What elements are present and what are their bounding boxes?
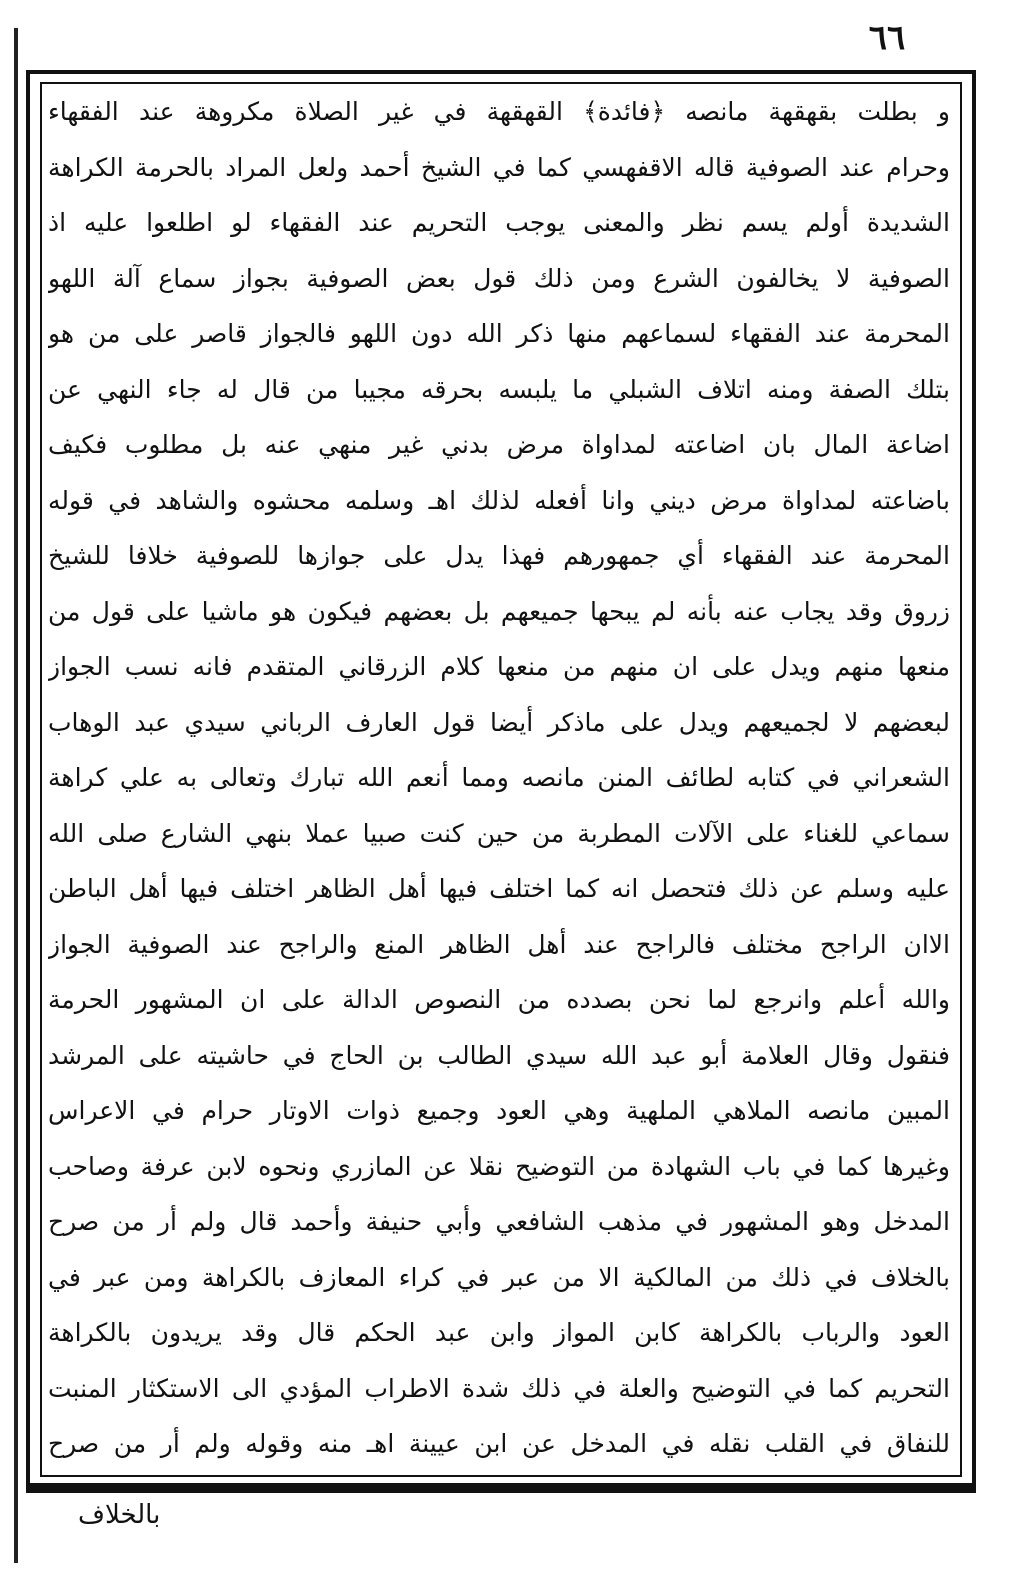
text-line: المحرمة عند الفقهاء لسماعهم منها ذكر الله دون اللهو فالجواز قاصر على من هو (48, 319, 950, 348)
text-line: فنقول وقال العلامة أبو عبد الله سيدي الطالب بن الحاج في حاشيته على المرشد (48, 1040, 950, 1070)
text-line: والله أعلم وانرجع لما نحن بصدده من النصوص الدالة على ان المشهور الحرمة (48, 985, 950, 1014)
text-line: وحرام عند الصوفية قاله الاقفهسي كما في الشيخ أحمد ولعل المراد بالحرمة الكراهة (48, 152, 950, 182)
text-line: المدخل وهو المشهور في مذهب الشافعي وأبي حنيفة وأحمد قال ولم أر من صرح (48, 1207, 950, 1236)
text-line: العود والرباب بالكراهة كابن المواز وابن عبد الحكم قال وقد يريدون بالكراهة (48, 1318, 950, 1347)
text-line: و بطلت بقهقهة مانصه ﴿فائدة﴾ القهقهة في غير الصلاة مكروهة عند الفقهاء (48, 97, 950, 126)
text-line: عليه وسلم عن ذلك فتحصل انه كما اختلف فيها أهل الظاهر اختلف فيها أهل الباطن (48, 874, 950, 903)
catchword: بالخلاف (78, 1500, 161, 1530)
frame-bottom-rule (26, 1483, 976, 1493)
text-line: سماعي للغناء على الآلات المطربة من حين كنت صبيا عملا بنهي الشارع صلى الله (48, 818, 950, 848)
text-line: وغيرها كما في باب الشهادة من التوضيح نقلا عن المازري ونحوه لابن عرفة وصاحب (48, 1151, 950, 1181)
page-margin-rule (14, 28, 18, 1563)
text-line: لبعضهم لا لجميعهم ويدل على ماذكر أيضا قول العارف الرباني سيدي عبد الوهاب (48, 707, 950, 737)
text-line: زروق وقد يجاب عنه بأنه لم يبحها جميعهم بل بعضهم فيكون هو ماشيا على قول من (48, 596, 950, 626)
text-line: الاان الراجح مختلف فالراجح عند أهل الظاهر المنع والراجح عند الصوفية الجواز (48, 929, 950, 959)
text-line: للنفاق في القلب نقله في المدخل عن ابن عيينة اهـ منه وقوله ولم أر من صرح (48, 1429, 950, 1458)
text-line: الشعراني في كتابه لطائف المنن مانصه ومما أنعم الله تبارك وتعالى به علي كراهة (48, 763, 950, 792)
page-number: ٦٦ (868, 18, 906, 58)
text-line: منعها منهم ويدل على ان منهم من منعها كلام الزرقاني المتقدم فانه نسب الجواز (48, 652, 950, 681)
text-line: الصوفية لا يخالفون الشرع ومن ذلك قول بعض الصوفية بجواز سماع آلة اللهو (48, 263, 950, 293)
text-line: باضاعته لمداواة مرض ديني وانا أفعله لذلك اهـ وسلمه محشوه والشاهد في قوله (48, 485, 950, 515)
text-line: بالخلاف في ذلك من المالكية الا من عبر في كراء المعازف بالكراهة ومن عبر في (48, 1262, 950, 1292)
text-line: الشديدة أولم يسم نظر والمعنى يوجب التحريم عند الفقهاء لو اطلعوا عليه اذ (48, 208, 950, 237)
text-line: التحريم كما في التوضيح والعلة في ذلك شدة الاطراب المؤدي الى الاستكثار المنبت (48, 1373, 950, 1403)
text-line: المبين مانصه الملاهي الملهية وهي العود وجميع ذوات الاوتار حرام في الاعراس (48, 1096, 950, 1125)
text-line: المحرمة عند الفقهاء أي جمهورهم فهذا يدل على جوازها للصوفية خلافا للشيخ (48, 541, 950, 570)
text-line: اضاعة المال بان اضاعته لمداواة مرض بدني غير منهي عنه بل مطلوب فكيف (48, 430, 950, 459)
text-line: بتلك الصفة ومنه اتلاف الشبلي ما يلبسه بحرقه مجيبا من قال له جاء النهي عن (48, 374, 950, 404)
main-text-block (48, 92, 950, 1464)
